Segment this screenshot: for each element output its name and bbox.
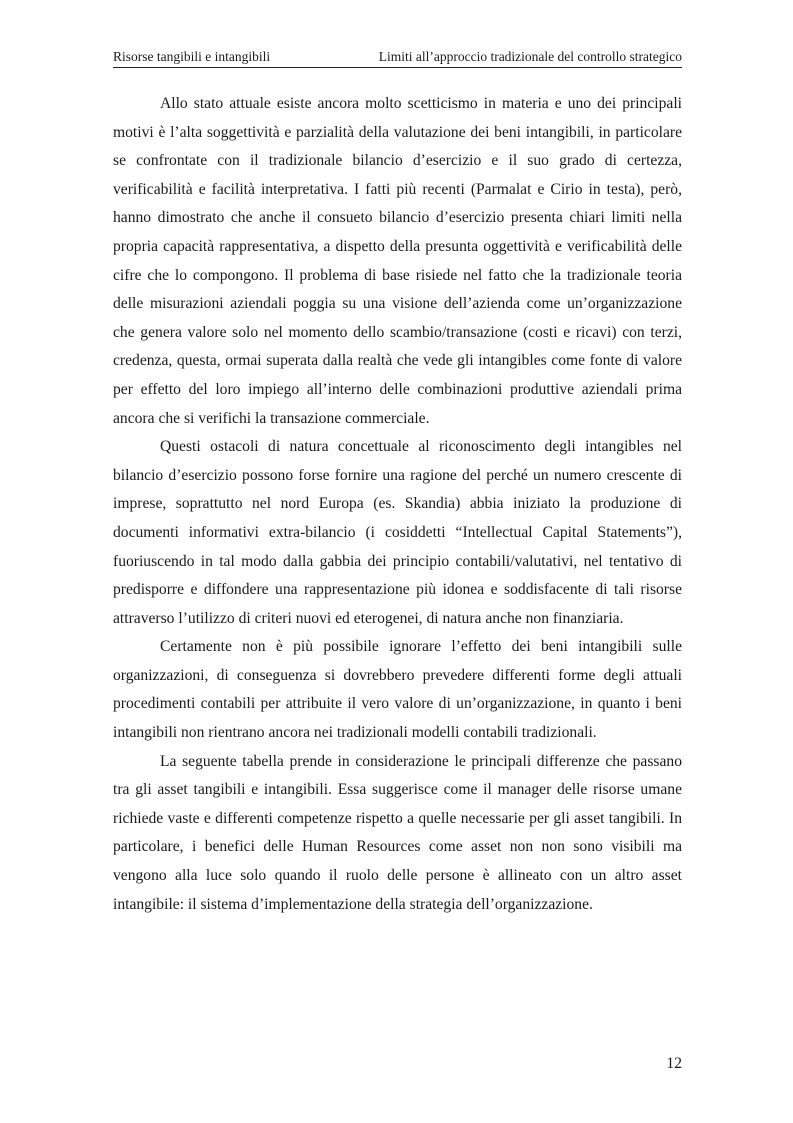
paragraph: La seguente tabella prende in considerazione le principali differenze che passano tra gli asset tangibili e intangibili. Essa suggerisce come il manager delle risorse umane richiede vaste e differenti competenze rispetto a quelle necessarie per gli asset tangibili. In particolare, i benefici delle Human Resources come asset non non sono visibili ma vengono alla luce solo quando il ruolo delle persone è allineato con un altro asset intangibile: il sistema d’implementazione della strategia dell’organizzazione. xyxy=(113,752,682,913)
body-text xyxy=(113,90,682,919)
paragraph: Certamente non è più possibile ignorare l’effetto dei beni intangibili sulle organizzazioni, di conseguenza si dovrebbero prevedere differenti forme degli attuali procedimenti contabili per attribuite il vero valore di un’organizzazione, in quanto i beni intangibili non rientrano ancora nei tradizionali modelli contabili tradizionali. xyxy=(113,638,682,742)
running-header xyxy=(113,47,682,68)
paragraph: Allo stato attuale esiste ancora molto scetticismo in materia e uno dei principali motivi è l’alta soggettività e parzialità della valutazione dei beni intangibili, in particolare se confrontate con il tradizionale bilancio d’esercizio e il suo grado di certezza, verificabilità e facilità interpretativa. I fatti più recenti (Parmalat e Cirio in testa), però, hanno dimostrato che anche il consueto bilancio d’esercizio presenta chiari limiti nella propria capacità rappresentativa, a dispetto della presunta oggettività e verificabilità delle cifre che lo compongono. Il problema di base risiede nel fatto che la tradizionale teoria delle misurazioni aziendali poggia su una visione dell’azienda come un’organizzazione che genera valore solo nel momento dello scambio/transazione (costi e ricavi) con terzi, credenza, questa, ormai superata dalla realtà che vede gli intangibles come fonte di valore per effetto del loro impiego all’interno delle combinazioni produttive aziendali prima ancora che si verifichi la transazione commerciale. xyxy=(113,95,682,427)
paragraph: Questi ostacoli di natura concettuale al riconoscimento degli intangibles nel bilancio d’esercizio possono forse fornire una ragione del perché un numero crescente di imprese, soprattutto nel nord Europa (es. Skandia) abbia iniziato la produzione di documenti informativi extra-bilancio (i cosiddetti “Intellectual Capital Statements”), fuoriuscendo in tal modo dalla gabbia dei principio contabili/valutativi, nel tentativo di predisporre e diffondere una rappresentazione più idonea e soddisfacente di tali risorse attraverso l’utilizzo di criteri nuovi ed eterogenei, di natura anche non finanziaria. xyxy=(113,438,682,627)
header-chapter-title: Risorse tangibili e intangibili xyxy=(113,49,271,64)
page-number: 12 xyxy=(666,1055,682,1072)
header-section-title: Limiti all’approccio tradizionale del controllo strategico xyxy=(378,49,682,64)
